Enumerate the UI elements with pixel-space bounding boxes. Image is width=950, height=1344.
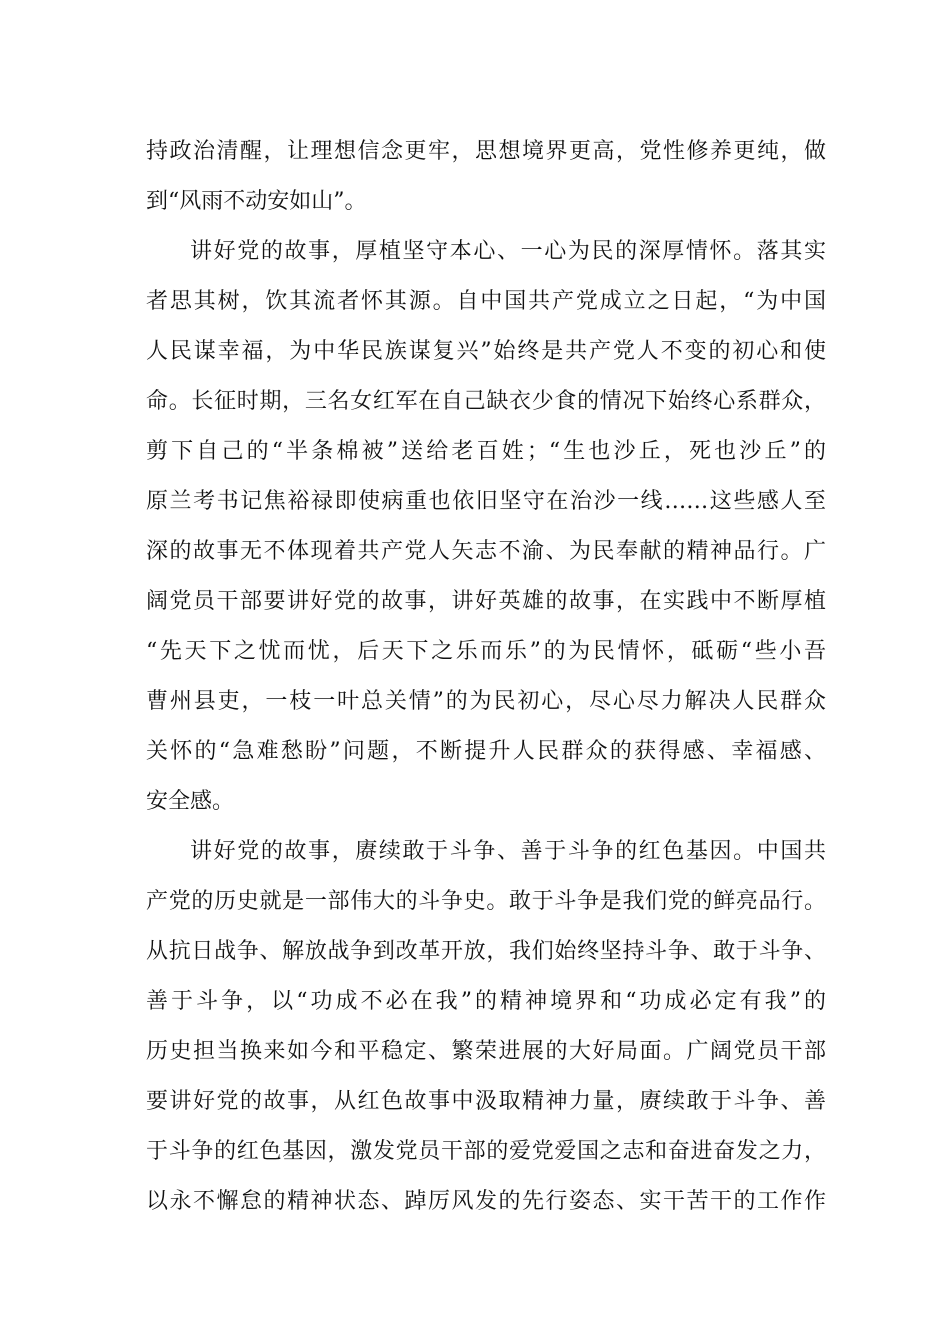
body-text: [146, 127, 826, 1227]
text-line: 到“风雨不动安如山”。: [146, 189, 367, 214]
text-line: 以永不懈怠的精神状态、踔厉风发的先行姿态、实干苦干的工作作: [146, 1189, 826, 1214]
text-line: 善于斗争，以“功成不必在我”的精神境界和“功成必定有我”的: [146, 989, 826, 1014]
text-line: 历史担当换来如今和平稳定、繁荣进展的大好局面。广阔党员干部: [146, 1039, 826, 1064]
text-line: 原兰考书记焦裕禄即使病重也依旧坚守在治沙一线……这些感人至: [146, 489, 826, 514]
text-line: 安全感。: [146, 789, 235, 814]
text-line: 要讲好党的故事，从红色故事中汲取精神力量，赓续敢于斗争、善: [146, 1089, 826, 1114]
text-line: 深的故事无不体现着共产党人矢志不渝、为民奉献的精神品行。广: [146, 539, 826, 564]
text-line: 产党的历史就是一部伟大的斗争史。敢于斗争是我们党的鲜亮品行。: [146, 889, 826, 914]
text-line: 曹州县吏，一枝一叶总关情”的为民初心，尽心尽力解决人民群众: [146, 689, 826, 714]
paragraph-2: [146, 227, 826, 827]
text-line: 关怀的“急难愁盼”问题，不断提升人民群众的获得感、幸福感、: [146, 739, 826, 764]
text-line: 剪下自己的“半条棉被”送给老百姓；“生也沙丘，死也沙丘”的: [146, 439, 826, 464]
paragraph-1: [146, 127, 826, 227]
text-line: 阔党员干部要讲好党的故事，讲好英雄的故事，在实践中不断厚植: [146, 589, 826, 614]
paragraph-3: [146, 827, 826, 1227]
text-line: 于斗争的红色基因，激发党员干部的爱党爱国之志和奋进奋发之力，: [146, 1139, 826, 1164]
text-line: 从抗日战争、解放战争到改革开放，我们始终坚持斗争、敢于斗争、: [146, 939, 826, 964]
text-line: “先天下之忧而忧，后天下之乐而乐”的为民情怀，砥砺“些小吾: [146, 639, 826, 664]
text-line: 讲好党的故事，厚植坚守本心、一心为民的深厚情怀。落其实: [190, 239, 826, 264]
text-line: 人民谋幸福，为中华民族谋复兴”始终是共产党人不变的初心和使: [146, 339, 826, 364]
text-line: 持政治清醒，让理想信念更牢，思想境界更高，党性修养更纯，做: [146, 139, 826, 164]
text-line: 命。长征时期，三名女红军在自己缺衣少食的情况下始终心系群众，: [146, 389, 826, 414]
text-line: 者思其树，饮其流者怀其源。自中国共产党成立之日起，“为中国: [146, 289, 826, 314]
text-line: 讲好党的故事，赓续敢于斗争、善于斗争的红色基因。中国共: [190, 839, 826, 864]
